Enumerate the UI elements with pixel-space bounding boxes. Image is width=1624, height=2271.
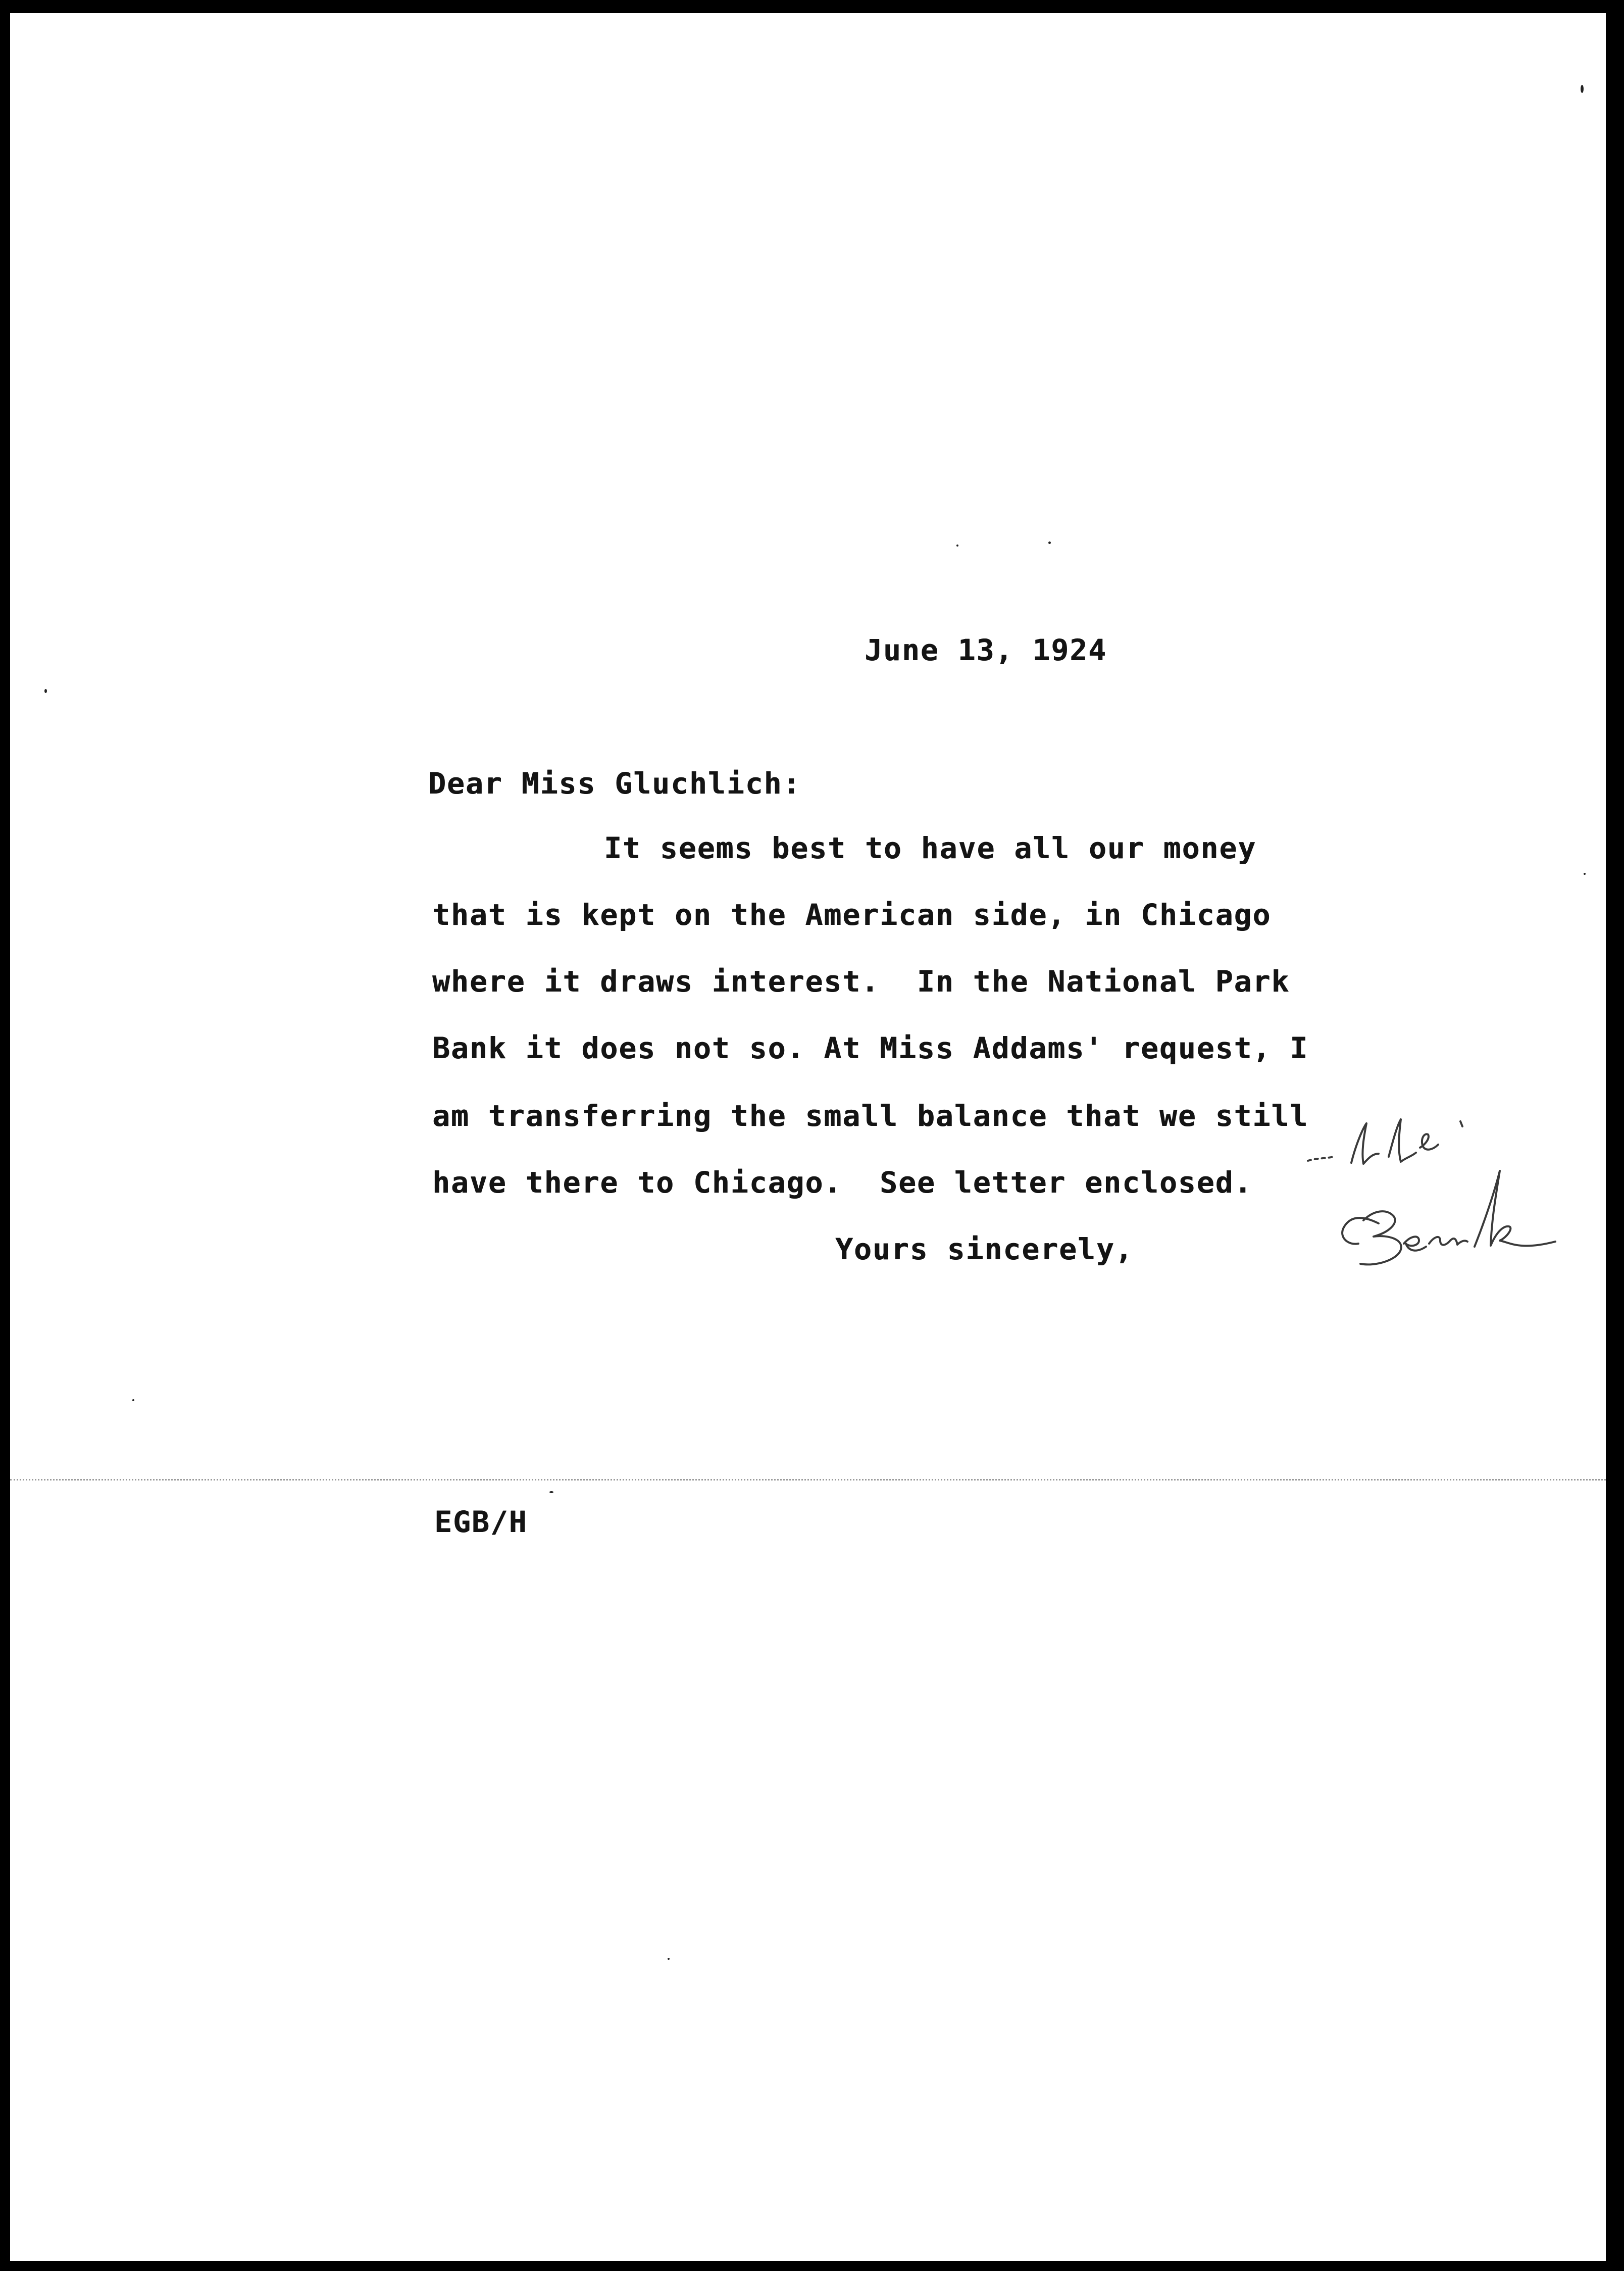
letter-closing: Yours sincerely,	[835, 1232, 1134, 1266]
body-line: Bank it does not so. At Miss Addams' request, I	[432, 1031, 1309, 1065]
body-line: have there to Chicago. See letter enclosed.	[432, 1165, 1253, 1200]
letter-date: June 13, 1924	[865, 633, 1107, 667]
handwritten-note-bank	[1303, 1101, 1586, 1293]
typist-initials: EGB/H	[434, 1505, 528, 1539]
body-line: that is kept on the American side, in Chicago	[432, 898, 1272, 932]
letter-salutation: Dear Miss Gluchlich:	[428, 766, 801, 801]
body-line: It seems best to have all our money	[604, 831, 1257, 865]
body-line: am transferring the small balance that we still	[432, 1099, 1309, 1133]
body-line: where it draws interest. In the National Park	[432, 964, 1290, 999]
